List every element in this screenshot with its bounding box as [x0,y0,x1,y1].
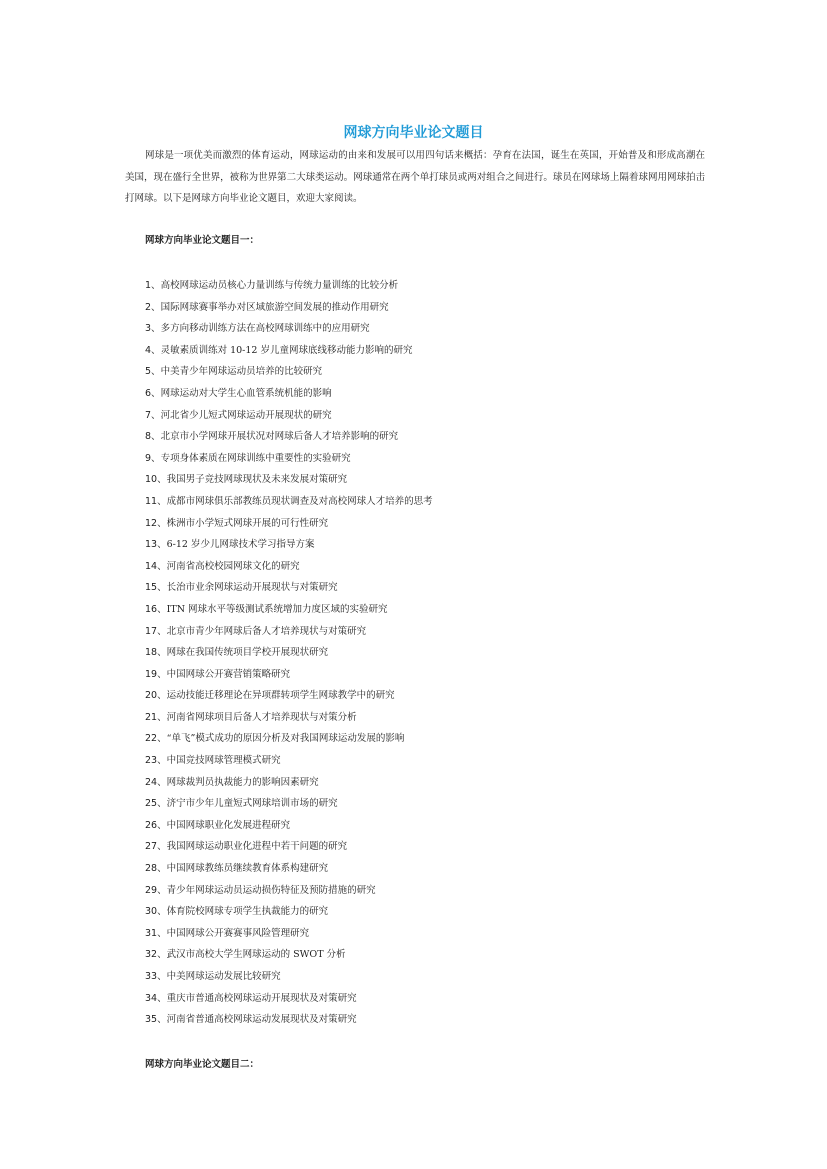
list-item-number: 10 [145,474,158,486]
list-item-text: 高校网球运动员核心力量训练与传统力量训练的比较分析 [160,280,399,291]
list-item [145,836,705,858]
list-item-text: 河南省网球项目后备人才培养现状与对策分析 [166,711,357,723]
list-item-separator: 、 [151,387,161,399]
list-item-number: 6 [145,387,152,399]
list-item-number: 16 [145,603,158,615]
list-item [145,642,705,664]
list-item-number: 26 [145,819,158,831]
list-item [145,772,705,794]
list-item [145,491,705,513]
list-item-number: 22 [145,733,158,745]
list-item-number: 15 [145,582,158,594]
list-item-separator: 、 [151,301,161,313]
list-item-number: 24 [145,776,158,788]
list-item-separator: 、 [157,603,167,615]
list-item [145,297,705,319]
list-item [145,750,705,772]
list-item-text: 中国网球教练员继续教育体系构建研究 [166,863,329,875]
list-item-number: 25 [145,798,158,810]
list-item-number: 4 [145,344,152,356]
list-item [145,621,705,643]
list-item [145,1009,705,1031]
list-item-text: 多方向移动训练方法在高校网球训练中的应用研究 [160,323,370,335]
list-item-separator: 、 [157,495,167,507]
list-item-number: 33 [145,971,158,982]
list-item-separator: 、 [157,863,167,875]
list-item-separator: 、 [157,582,167,594]
section-heading-1: 网球方向毕业论文题目一： [145,235,260,246]
list-item-number: 23 [145,755,158,767]
list-item-text: 我国男子竞技网球现状及未来发展对策研究 [166,474,348,486]
topic-list [145,275,705,1031]
list-item-number: 2 [145,301,152,313]
list-item [145,340,705,362]
list-item-text: 河南省高校校园网球文化的研究 [166,560,300,572]
list-item-text: 重庆市普通高校网球运动开展现状及对策研究 [166,992,357,1004]
list-item-number: 31 [145,927,158,939]
list-item-text: 中国网球公开赛赛事风险管理研究 [166,927,310,939]
list-item-separator: 、 [157,949,167,961]
list-item-separator: 、 [157,539,167,551]
list-item-text: 北京市青少年网球后备人才培养现状与对策研究 [166,625,367,637]
list-item-separator: 、 [157,690,167,702]
list-item-separator: 、 [157,474,167,486]
list-item-text: 国际网球赛事举办对区域旅游空间发展的推动作用研究 [160,301,389,313]
list-item-separator: 、 [151,344,161,356]
list-item-text: 青少年网球运动员运动损伤特征及预防措施的研究 [166,884,376,896]
list-item-number: 5 [145,366,152,378]
intro-paragraph: 网球是一项优美而激烈的体育运动，网球运动的由来和发展可以用四句话来概括：孕育在法国，诞生在英国，开始普及和形成高潮在美国，现在盛行全世界，被称为世界第二大球类运动。网球通常在两个单打球员或两对组合之间进行。球员在网球场上隔着球网用网球拍击打网球。以下是网球方向毕业论文题目，欢迎大家阅读。 [125,150,705,204]
list-item-number: 14 [145,560,158,572]
list-item-number: 1 [145,280,152,291]
list-item [145,988,705,1010]
list-item-separator: 、 [157,733,167,745]
list-item-number: 19 [145,668,158,680]
list-item-number: 11 [145,495,158,507]
list-item-text: 中国竞技网球管理模式研究 [166,755,281,767]
list-item [145,318,705,340]
list-item [145,664,705,686]
list-item-separator: 、 [157,517,167,529]
list-item-text: 网球在我国传统项目学校开展现状研究 [166,647,329,659]
list-item-number: 12 [145,517,158,529]
list-item-text: 长治市业余网球运动开展现状与对策研究 [166,582,338,594]
list-item [145,901,705,923]
list-item-text: 济宁市少年儿童短式网球培训市场的研究 [166,798,338,810]
list-item-text: 专项身体素质在网球训练中重要性的实验研究 [160,452,351,464]
list-item-separator: 、 [157,776,167,788]
list-item-separator: 、 [157,668,167,680]
list-item [145,599,705,621]
list-item-separator: 、 [157,841,167,853]
list-item [145,858,705,880]
list-item-number: 30 [145,906,158,918]
list-item-number: 17 [145,625,158,637]
list-item-number: 7 [145,409,152,421]
list-item [145,469,705,491]
list-item-text: 成都市网球俱乐部教练员现状调查及对高校网球人才培养的思考 [166,495,433,507]
list-item [145,728,705,750]
list-item-text: 网球裁判员执裁能力的影响因素研究 [166,776,319,788]
list-item-number: 13 [145,539,158,551]
list-item-number: 8 [145,431,152,443]
list-item-separator: 、 [157,992,167,1004]
list-item-text: 株洲市小学短式网球开展的可行性研究 [166,517,329,529]
list-item [145,793,705,815]
list-item [145,534,705,556]
list-item-number: 3 [145,323,152,335]
list-item [145,448,705,470]
list-item [145,815,705,837]
list-item [145,383,705,405]
list-item [145,707,705,729]
list-item [145,966,705,988]
list-item [145,923,705,945]
list-item [145,275,705,297]
list-item-text: 河南省普通高校网球运动发展现状及对策研究 [166,1014,357,1026]
list-item-separator: 、 [157,1014,167,1026]
list-item-number: 21 [145,711,158,723]
list-item-separator: 、 [157,560,167,572]
list-item-text: 中美网球运动发展比较研究 [166,971,281,982]
list-item-separator: 、 [157,711,167,723]
list-item [145,361,705,383]
list-item-separator: 、 [151,431,161,443]
list-item-number: 32 [145,949,158,961]
list-item-separator: 、 [157,798,167,810]
section-heading-2: 网球方向毕业论文题目二： [145,1059,260,1070]
list-item-text: 中美青少年网球运动员培养的比较研究 [160,366,323,378]
list-item-text: ITN 网球水平等级测试系统增加力度区域的实验研究 [166,603,388,615]
list-item-separator: 、 [157,625,167,637]
list-item [145,426,705,448]
list-item-text: “单飞”模式成功的原因分析及对我国网球运动发展的影响 [166,733,405,745]
list-item-text: 体育院校网球专项学生执裁能力的研究 [166,906,329,918]
list-item-number: 29 [145,884,158,896]
list-item-text: 灵敏素质训练对 10-12 岁儿童网球底线移动能力影响的研究 [160,344,413,356]
list-item-number: 20 [145,690,158,702]
list-item [145,577,705,599]
list-item-separator: 、 [157,647,167,659]
list-item-text: 河北省少儿短式网球运动开展现状的研究 [160,409,332,421]
list-item-text: 武汉市高校大学生网球运动的 SWOT 分析 [166,949,346,961]
list-item [145,685,705,707]
list-item-separator: 、 [151,409,161,421]
list-item-number: 34 [145,992,158,1004]
list-item-separator: 、 [151,452,161,464]
list-item-number: 18 [145,647,158,659]
list-item-separator: 、 [157,971,167,982]
list-item-separator: 、 [151,323,161,335]
page-title: 网球方向毕业论文题目 [343,125,484,141]
list-item [145,880,705,902]
list-item-text: 网球运动对大学生心血管系统机能的影响 [160,387,332,399]
list-item [145,944,705,966]
list-item-text: 中国网球公开赛营销策略研究 [166,668,291,680]
list-item-separator: 、 [151,280,161,291]
list-item-text: 北京市小学网球开展状况对网球后备人才培养影响的研究 [160,431,399,443]
list-item-separator: 、 [151,366,161,378]
list-item [145,405,705,427]
list-item-text: 6-12 岁少儿网球技术学习指导方案 [166,539,315,551]
list-item-separator: 、 [157,819,167,831]
list-item-number: 28 [145,863,158,875]
list-item-separator: 、 [157,906,167,918]
list-item-separator: 、 [157,884,167,896]
list-item [145,513,705,535]
list-item-number: 27 [145,841,158,853]
list-item-text: 中国网球职业化发展进程研究 [166,819,291,831]
list-item-text: 我国网球运动职业化进程中若干问题的研究 [166,841,348,853]
list-item [145,556,705,578]
list-item-separator: 、 [157,927,167,939]
list-item-number: 35 [145,1014,158,1026]
list-item-text: 运动技能迁移理论在异项群转项学生网球教学中的研究 [166,690,395,702]
list-item-separator: 、 [157,755,167,767]
list-item-number: 9 [145,452,152,464]
